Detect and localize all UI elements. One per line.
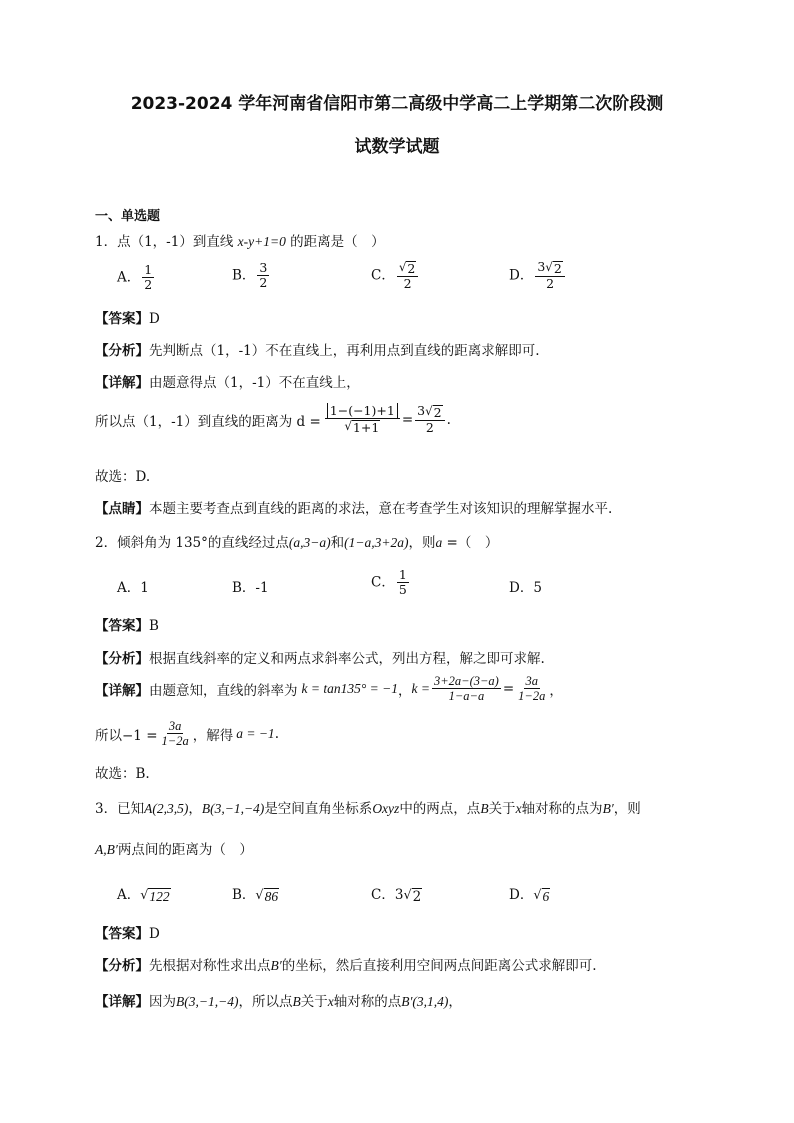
q1-analysis: 【分析】先判断点（1，-1）不在直线上，再利用点到直线的距离求解即可. <box>95 343 540 359</box>
q2-option-a: A．1 <box>117 580 149 596</box>
q2-answer: 【答案】B <box>95 618 159 634</box>
q3-stem-line2: A,B′两点间的距离为（ ） <box>95 842 253 858</box>
q1-stem: 1．点（1，-1）到直线 x-y+1=0 的距离是（ ） <box>95 234 385 250</box>
q2-choose: 故选：B. <box>95 766 150 782</box>
q3-option-a: A． √ 122 <box>117 887 170 904</box>
q3-detail: 【详解】因为B(3,−1,−4)，所以点B关于x轴对称的点B′(3,1,4)， <box>95 994 462 1010</box>
q2-solve: 所以−1 = $\frac{3a}{1-2a}$ ，解得 a = −1 . <box>95 719 279 749</box>
q2-option-d: D．5 <box>509 580 542 596</box>
q3-answer: 【答案】D <box>95 926 160 942</box>
q1-option-c: C． √ 2 2 <box>371 260 420 292</box>
q3-option-c: C．3 √ 2 <box>371 887 422 905</box>
q2-option-b: B．-1 <box>232 580 269 596</box>
q3-option-d: D． √ 6 <box>509 887 550 904</box>
q1-choose: 故选：D. <box>95 469 151 485</box>
q1-note: 【点睛】本题主要考查点到直线的距离的求法，意在考查学生对该知识的理解掌握水平. <box>95 501 613 517</box>
q3-analysis: 【分析】先根据对称性求出点B′的坐标，然后直接利用空间两点间距离公式求解即可. <box>95 958 597 974</box>
q1-distance-formula: 所以点（1，-1）到直线的距离为 d = 1−(−1)+1 √ 1+1 = 3 √ 2 2 . <box>95 403 451 436</box>
q3-stem: 3．已知A(2,3,5)，B(3,−1,−4)是空间直角坐标系Oxyz中的两点，点B关于x轴对称的点为B′，则 <box>95 801 641 817</box>
q1-option-b: B． $\frac{3}{2}$ <box>232 260 268 291</box>
section-heading: 一、单选题 <box>95 209 161 224</box>
q1-answer: 【答案】D <box>95 311 160 327</box>
q1-option-a: A． $\frac{1}{2}$ <box>117 262 153 293</box>
q1-option-d: D． 3 √ 2 2 <box>509 260 567 292</box>
q2-option-c: C． $\frac{1}{5}$ <box>371 567 407 598</box>
q2-analysis: 【分析】根据直线斜率的定义和两点求斜率公式，列出方程，解之即可求解. <box>95 651 545 667</box>
q1-detail: 【详解】由题意得点（1，-1）不在直线上， <box>95 375 360 391</box>
q2-detail: 【详解】 由题意知，直线的斜率为 k = tan135° = −1 ， k = $\frac{3+2a-(3-a)}{1-a-a}$ = $\frac{3a}{1-2a}$ ， <box>95 674 563 704</box>
title-line-1: 2023-2024 学年河南省信阳市第二高级中学高二上学期第二次阶段测 <box>130 94 664 114</box>
q2-stem: 2．倾斜角为 135°的直线经过点(a,3−a)和(1−a,3+2a)，则a =（ ） <box>95 535 499 551</box>
title-line-2: 试数学试题 <box>354 137 440 157</box>
q3-option-b: B． √ 86 <box>232 887 279 904</box>
